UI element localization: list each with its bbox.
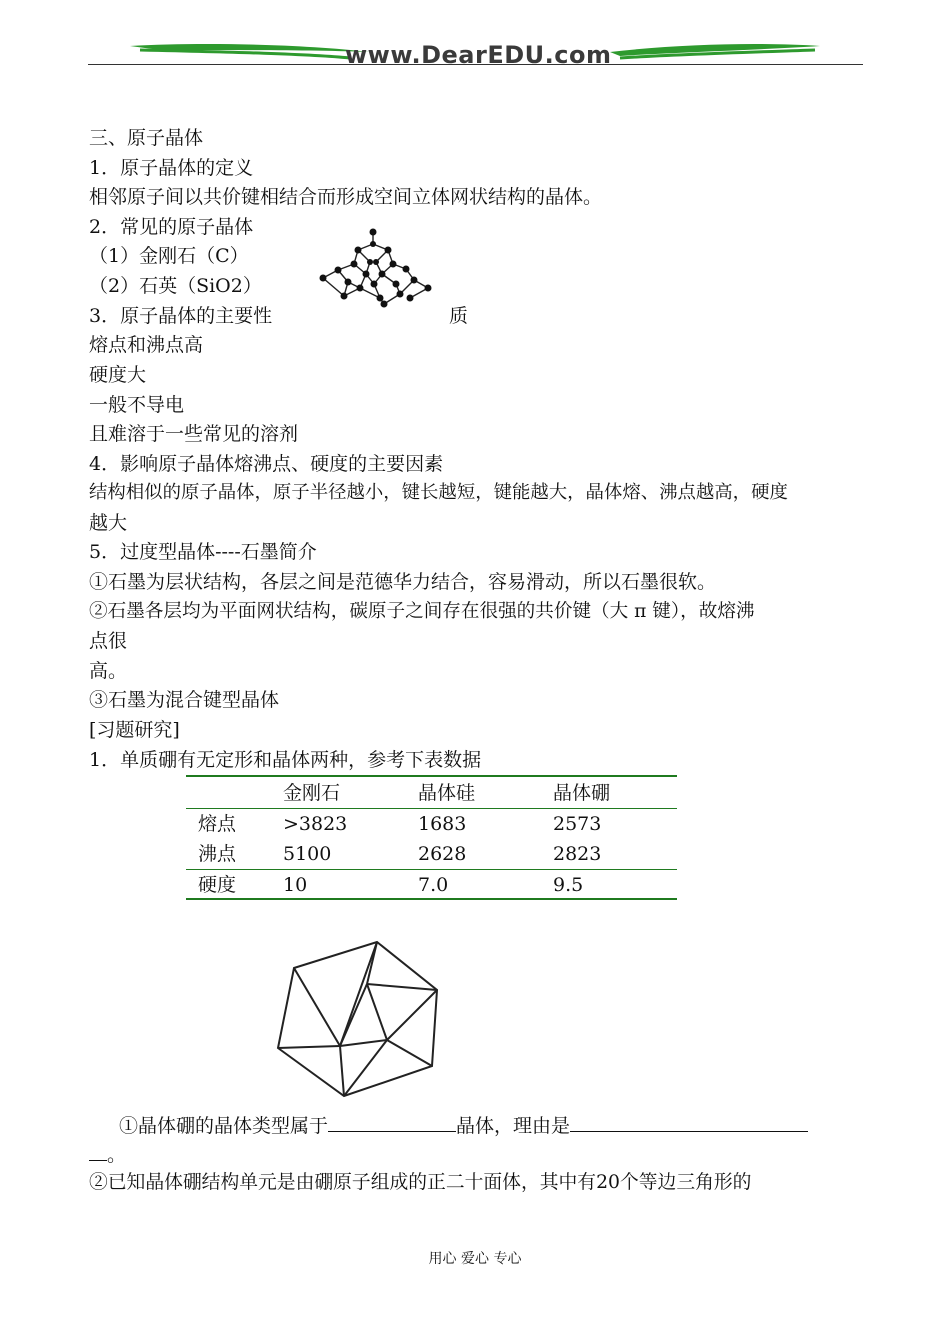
table-bottom-rule bbox=[186, 898, 677, 900]
diamond-structure-diagram bbox=[318, 224, 433, 308]
table-cell: 1683 bbox=[418, 813, 467, 835]
property-melting: 熔点和沸点高 bbox=[89, 334, 204, 356]
table-header-rule bbox=[186, 808, 677, 809]
table-cell: 2628 bbox=[418, 843, 467, 865]
boron-icosahedron-diagram bbox=[272, 938, 444, 1100]
table-row-label: 熔点 bbox=[198, 813, 237, 835]
question-1-text: ①晶体硼的晶体类型属于 bbox=[119, 1115, 329, 1137]
property-hardness: 硬度大 bbox=[89, 364, 147, 386]
item-diamond: （1）金刚石（C） bbox=[89, 245, 249, 267]
table-header-cell: 晶体硼 bbox=[553, 782, 611, 804]
table-header-cell: 金刚石 bbox=[283, 782, 341, 804]
graphite-point-2: ②石墨各层均为平面网状结构，碳原子之间存在很强的共价键（大 π 键），故熔沸 bbox=[89, 601, 755, 622]
page-footer: 用心 爱心 专心 bbox=[428, 1251, 522, 1267]
table-cell: 2573 bbox=[553, 813, 602, 835]
heading-factors: 4．影响原子晶体熔沸点、硬度的主要因素 bbox=[89, 453, 444, 475]
heading-common: 2．常见的原子晶体 bbox=[89, 216, 254, 238]
factors-text: 结构相似的原子晶体，原子半径越小，键长越短，键能越大，晶体熔、沸点越高，硬度 bbox=[89, 482, 788, 503]
table-top-rule bbox=[186, 775, 677, 777]
answer-blank-crystal-type[interactable] bbox=[328, 1113, 456, 1132]
property-conduct: 一般不导电 bbox=[89, 394, 185, 416]
table-cell: 2823 bbox=[553, 843, 602, 865]
definition-text: 相邻原子间以共价键相结合而形成空间立体网状结构的晶体。 bbox=[89, 186, 603, 208]
question-1-line bbox=[119, 1113, 808, 1137]
question-1-line-cont bbox=[89, 1142, 126, 1166]
item-quartz: （2）石英（SiO2） bbox=[89, 275, 262, 297]
heading-properties-end: 质 bbox=[449, 305, 469, 327]
property-solubility: 且难溶于一些常见的溶剂 bbox=[89, 423, 299, 445]
graphite-point-3: ③石墨为混合键型晶体 bbox=[89, 689, 280, 711]
table-row-label: 沸点 bbox=[198, 843, 237, 865]
graphite-point-2-end: 高。 bbox=[89, 660, 128, 682]
question-2-line: ②已知晶体硼结构单元是由硼原子组成的正二十面体，其中有20个等边三角形的 bbox=[89, 1172, 752, 1193]
table-cell: 7.0 bbox=[418, 874, 449, 896]
table-cell: 10 bbox=[283, 874, 308, 896]
table-cell: 5100 bbox=[283, 843, 332, 865]
heading-graphite: 5．过度型晶体----石墨简介 bbox=[89, 541, 317, 563]
answer-blank-reason[interactable] bbox=[570, 1113, 808, 1132]
table-header-cell: 晶体硅 bbox=[418, 782, 476, 804]
site-logo: www.DearEDU.com bbox=[345, 41, 612, 69]
question-1-reason: 晶体，理由是 bbox=[456, 1115, 571, 1137]
table-cell: >3823 bbox=[283, 813, 348, 835]
exercise-heading: [习题研究] bbox=[89, 719, 180, 741]
header-rule bbox=[88, 64, 863, 65]
answer-blank-reason-cont[interactable] bbox=[89, 1142, 107, 1161]
table-row-label: 硬度 bbox=[198, 874, 237, 896]
heading-definition: 1．原子晶体的定义 bbox=[89, 157, 254, 179]
graphite-point-2-cont: 点很 bbox=[89, 630, 128, 652]
section-title: 三、原子晶体 bbox=[89, 127, 204, 149]
table-cell: 9.5 bbox=[553, 874, 584, 896]
table-row-rule bbox=[186, 869, 677, 870]
graphite-point-1: ①石墨为层状结构，各层之间是范德华力结合，容易滑动，所以石墨很软。 bbox=[89, 571, 717, 593]
factors-text-cont: 越大 bbox=[89, 512, 128, 534]
exercise-question-1: 1．单质硼有无定形和晶体两种，参考下表数据 bbox=[89, 749, 482, 771]
heading-properties: 3．原子晶体的主要性 bbox=[89, 305, 273, 327]
question-1-end: 。 bbox=[107, 1144, 127, 1166]
